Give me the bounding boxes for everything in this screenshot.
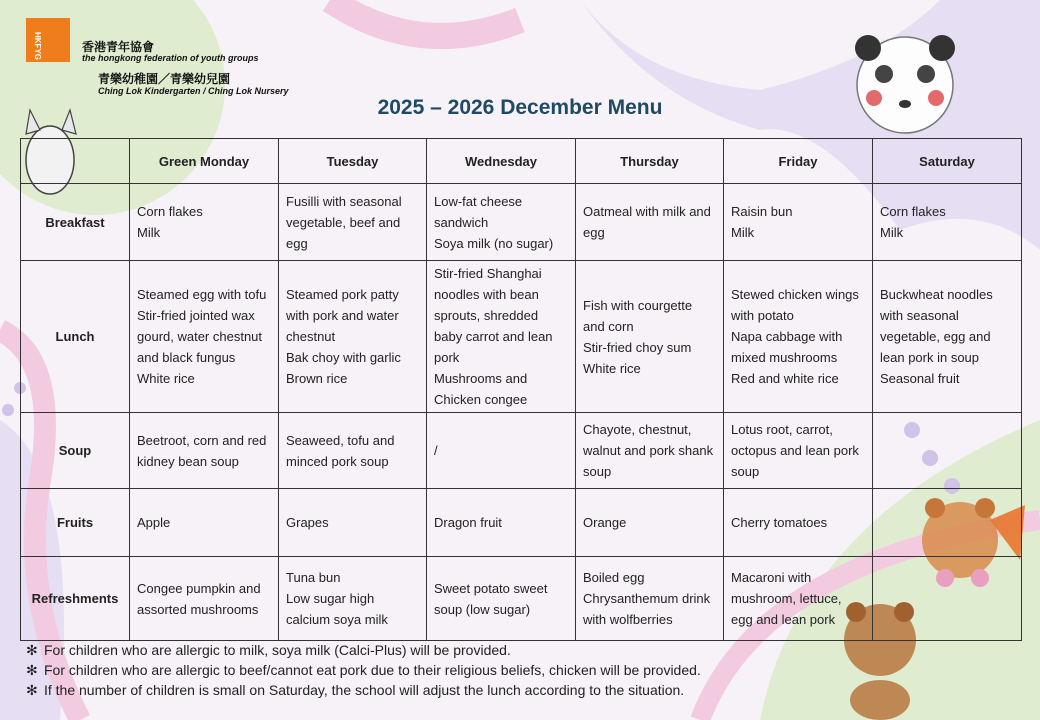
lunch-friday (724, 261, 873, 413)
menu-line: Milk (880, 225, 904, 240)
menu-line: Stir-fried Shanghai noodles with bean sprouts, shredded baby carrot and lean pork (434, 266, 553, 365)
footnote-saturday (26, 680, 701, 700)
refreshments-friday (724, 557, 873, 641)
fruits-thursday (576, 489, 724, 557)
menu-line: Napa cabbage with mixed mushrooms (731, 329, 843, 365)
column-header-friday: Friday (724, 139, 873, 184)
menu-line: Dragon fruit (434, 515, 502, 530)
column-header-blank (21, 139, 130, 184)
menu-line: Grapes (286, 515, 329, 530)
soup-monday (130, 413, 279, 489)
row-label-refreshments: Refreshments (21, 557, 130, 641)
menu-line: Low sugar high calcium soya milk (286, 591, 388, 627)
menu-line: Steamed egg with tofu (137, 287, 267, 302)
menu-line: Soya milk (no sugar) (434, 235, 554, 251)
footnote-text: For children who are allergic to beef/cannot eat pork due to their religious beliefs, chicken will be provided. (44, 662, 701, 678)
lunch-monday (130, 261, 279, 413)
menu-line: White rice (583, 360, 641, 376)
menu-line: Red and white rice (731, 371, 839, 386)
menu-line: Oatmeal with milk and egg (583, 204, 711, 240)
breakfast-wednesday (427, 184, 576, 261)
refreshments-monday (130, 557, 279, 641)
menu-line: Raisin bun (731, 204, 793, 219)
note-symbol: ✻ (26, 642, 38, 658)
row-label-soup: Soup (21, 413, 130, 489)
menu-line: Seasonal fruit (880, 371, 960, 386)
menu-line: Sweet potato sweet soup (low sugar) (434, 580, 548, 617)
soup-tuesday (279, 413, 427, 489)
column-header-wednesday: Wednesday (427, 139, 576, 184)
menu-line: Milk (731, 225, 755, 240)
row-label-breakfast: Breakfast (21, 184, 130, 261)
school-name-en: Ching Lok Kindergarten / Ching Lok Nursery (98, 86, 289, 96)
soup-saturday (873, 413, 1022, 489)
soup-thursday (576, 413, 724, 489)
menu-line: Corn flakes (880, 204, 946, 219)
row-label-fruits: Fruits (21, 489, 130, 557)
fruits-wednesday (427, 489, 576, 557)
menu-line: Chrysanthemum drink with wolfberries (583, 591, 711, 627)
menu-line: Stir-fried choy sum (583, 339, 692, 355)
org-name-zh: 香港青年協會 (82, 40, 155, 54)
breakfast-saturday (873, 184, 1022, 261)
breakfast-monday (130, 184, 279, 261)
menu-line: Steamed pork patty with pork and water chestnut (286, 287, 399, 344)
menu-line: White rice (137, 371, 195, 386)
menu-line: Boiled egg (583, 570, 645, 585)
note-symbol: ✻ (26, 662, 38, 678)
menu-line: Brown rice (286, 371, 348, 386)
footnote-milk-allergy (26, 640, 701, 660)
menu-line: Buckwheat noodles with seasonal vegetable, egg and lean pork in soup (880, 287, 993, 365)
menu-line: Orange (583, 515, 627, 530)
footnote-text: For children who are allergic to milk, soya milk (Calci-Plus) will be provided. (44, 642, 511, 658)
menu-line: Corn flakes (137, 204, 203, 219)
table-row-soup (21, 413, 1022, 489)
fruits-tuesday (279, 489, 427, 557)
menu-line: Bak choy with garlic (286, 350, 401, 365)
column-header-thursday: Thursday (576, 139, 724, 184)
menu-line: Fish with courgette and corn (583, 297, 693, 334)
menu-line: Congee pumpkin and assorted mushrooms (137, 580, 261, 617)
pink-swirl-top (330, 0, 520, 36)
school-name-zh: 青樂幼稚園／青樂幼兒園 (98, 72, 231, 86)
column-header-tuesday: Tuesday (279, 139, 427, 184)
table-row-fruits (21, 489, 1022, 557)
menu-line: Chayote, chestnut, walnut and pork shank soup (583, 422, 714, 479)
menu-line: Cherry tomatoes (731, 515, 828, 530)
menu-line: Fusilli with seasonal vegetable, beef and egg (286, 193, 402, 251)
column-header-monday: Green Monday (130, 139, 279, 184)
lunch-saturday (873, 261, 1022, 413)
soup-wednesday (427, 413, 576, 489)
menu-line: Stewed chicken wings with potato (731, 287, 859, 323)
menu-line: / (434, 443, 438, 458)
org-name-en: the hongkong federation of youth groups (82, 53, 259, 63)
refreshments-tuesday (279, 557, 427, 641)
lunch-wednesday (427, 261, 576, 413)
column-header-saturday: Saturday (873, 139, 1022, 184)
menu-line: Tuna bun (286, 570, 341, 585)
note-symbol: ✻ (26, 682, 38, 698)
logo-text: HKFYG (33, 32, 42, 60)
footnotes (26, 640, 701, 700)
lunch-thursday (576, 261, 724, 413)
footnote-text: If the number of children is small on Saturday, the school will adjust the lunch according to the situation. (44, 682, 685, 698)
menu-line: Beetroot, corn and red kidney bean soup (137, 432, 267, 469)
row-label-lunch: Lunch (21, 261, 130, 413)
menu-line: Mushrooms and Chicken congee (434, 371, 528, 407)
fruits-friday (724, 489, 873, 557)
menu-line: Apple (137, 515, 171, 530)
fruits-monday (130, 489, 279, 557)
refreshments-thursday (576, 557, 724, 641)
refreshments-saturday (873, 557, 1022, 641)
soup-friday (724, 413, 873, 489)
table-row-refreshments (21, 557, 1022, 641)
refreshments-wednesday (427, 557, 576, 641)
breakfast-friday (724, 184, 873, 261)
breakfast-tuesday (279, 184, 427, 261)
table-row-lunch (21, 261, 1022, 413)
menu-line: Stir-fried jointed wax gourd, water chestnut and black fungus (137, 308, 263, 365)
table-row-breakfast (21, 184, 1022, 261)
menu-line: Macaroni with mushroom, lettuce, egg and lean pork (731, 570, 842, 627)
menu-table (20, 138, 1022, 641)
table-header-row (21, 139, 1022, 184)
menu-line: Low-fat cheese sandwich (434, 193, 523, 230)
fruits-saturday (873, 489, 1022, 557)
lunch-tuesday (279, 261, 427, 413)
menu-table-body (21, 184, 1022, 641)
menu-line: Lotus root, carrot, octopus and lean pork soup (731, 422, 859, 479)
menu-line: Milk (137, 225, 161, 240)
menu-title: 2025 – 2026 December Menu (377, 96, 663, 119)
hkfyg-logo (26, 18, 70, 62)
footnote-beef-pork (26, 660, 701, 680)
menu-line: Seaweed, tofu and minced pork soup (286, 432, 395, 469)
breakfast-thursday (576, 184, 724, 261)
